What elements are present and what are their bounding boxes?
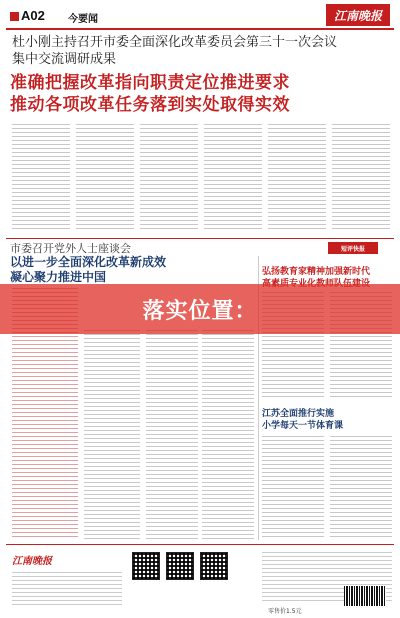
price: 零售价1.5元 [268,608,302,615]
body-column [268,124,326,232]
page-code: A02 [10,8,45,23]
main-article-body [12,124,390,232]
qr-code-icon [166,552,194,580]
newspaper-logo: 江南晚报 [326,4,390,26]
body-column [76,124,134,232]
sidebar-tag: 短评快报 [328,242,378,254]
body-column [262,436,324,540]
body-column [84,330,140,540]
page-marker-icon [10,12,19,21]
body-column [330,436,392,540]
masthead [6,4,394,28]
main-headline: 准确把握改革指向职责定位推进要求 推动各项改革任务落到实处取得实效 [10,73,290,115]
barcode-icon [344,586,386,606]
body-column [146,330,198,540]
overlay-text: 落实位置： [142,298,258,324]
qr-code-icon [200,552,228,580]
footer-logo: 江南晚报 [12,556,52,567]
sidebar-headline-1: 弘扬教育家精神加强新时代 [262,267,371,277]
sidebar-headline-2: 江苏全面推行实施 小学每天一节体育课 [262,409,344,431]
second-headline: 以进一步全面深化改革新成效 凝心聚力推进中国 [10,255,167,284]
section-name: 今要闻 [68,14,98,25]
masthead-rule [6,28,394,30]
footer-rule [6,544,394,545]
body-column [332,124,390,232]
body-column [12,124,70,232]
second-kicker: 市委召开党外人士座谈会 [10,242,131,255]
footer-info [12,572,122,608]
qr-code-icon [132,552,160,580]
body-column [204,124,262,232]
body-column [140,124,198,232]
section-rule [6,238,394,239]
body-column [202,330,254,540]
main-kicker: 杜小刚主持召开市委全面深化改革委员会第三十一次会议 集中交流调研成果 [12,35,338,67]
